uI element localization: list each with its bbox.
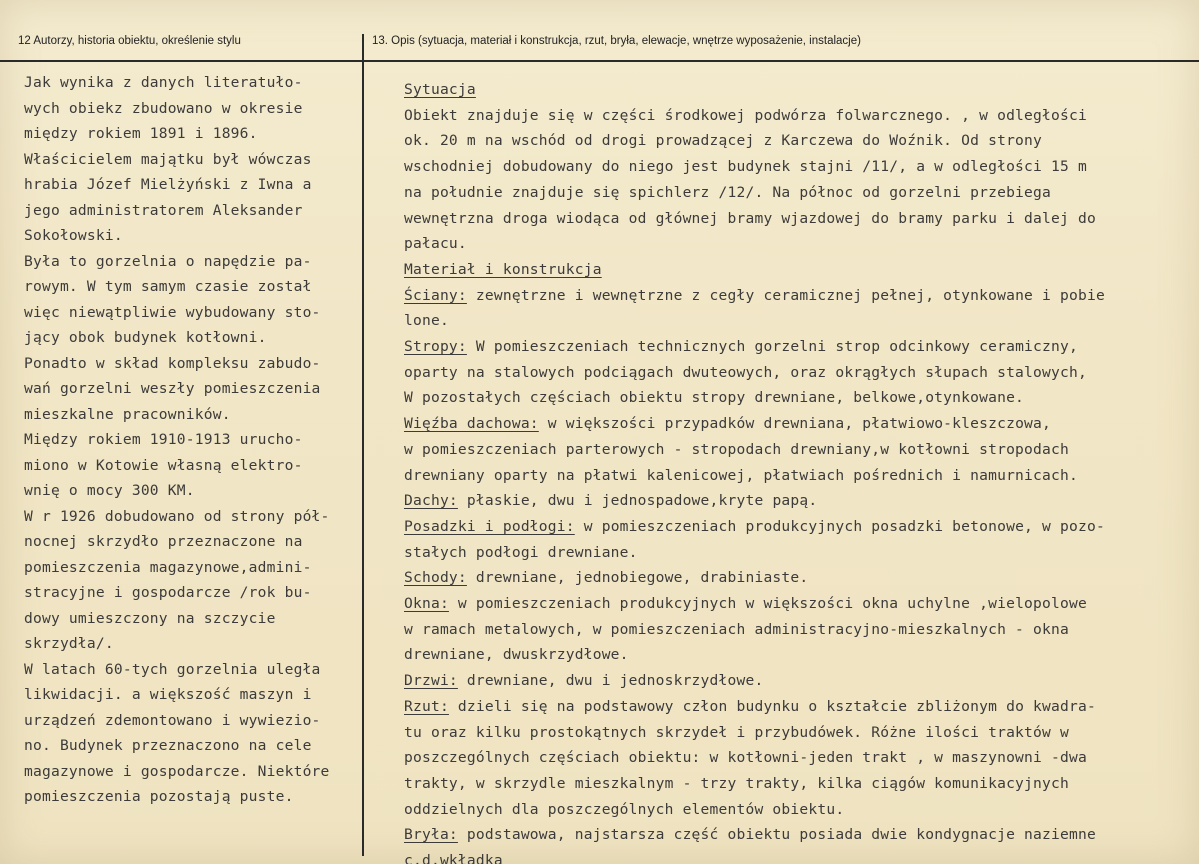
history-line: Właścicielem majątku był wówczas — [24, 150, 312, 168]
history-line: jący obok budynek kotłowni. — [24, 329, 267, 346]
description-text: drewniane, dwu i jednoskrzydłowe. — [457, 672, 764, 690]
history-line: Ponadto w skład kompleksu zabudo- — [24, 354, 321, 372]
history-line: magazynowe i gospodarcze. Niektóre — [24, 762, 330, 780]
description-line — [404, 184, 1051, 201]
section-13-header: 13. Opis (sytuacja, materiał i konstrukcja, rzut, bryła, elewacje, wnętrze wyposażenie, instalacje) — [372, 35, 861, 47]
column-divider — [362, 34, 364, 856]
history-line: Była to gorzelnia o napędzie pa- — [24, 252, 312, 270]
description-line — [404, 698, 1096, 715]
description-line — [404, 724, 1069, 741]
description-line — [404, 261, 602, 278]
history-line: wań gorzelni weszły pomieszczenia — [24, 380, 321, 397]
history-line: miono w Kotowie własną elektro- — [24, 456, 303, 474]
section-label: Dachy: — [404, 492, 458, 510]
description-line — [404, 749, 1087, 766]
description-line — [404, 826, 1096, 843]
description-line — [404, 621, 1069, 638]
description-line — [404, 415, 1051, 432]
history-line: dowy umieszczony na szczycie — [24, 609, 276, 627]
history-line: likwidacji. a większość maszyn i — [24, 686, 312, 703]
description-text: poszczególnych częściach obiektu: w kotłowni-jeden trakt , w maszynowni -dwa — [404, 749, 1087, 767]
history-line: Jak wynika z danych literatuło- — [24, 74, 303, 91]
description-text: pałacu. — [404, 235, 467, 253]
description-text: W pozostałych częściach obiektu stropy drewniane, belkowe,otynkowane. — [404, 389, 1025, 407]
description-text: w pomieszczeniach parterowych - stropodach drewniany,w kotłowni stropodach — [404, 440, 1069, 458]
description-line — [404, 158, 1087, 175]
description-line — [404, 441, 1069, 458]
description-line — [404, 235, 467, 252]
description-text: oddzielnych dla poszczególnych elementów obiektu. — [404, 800, 845, 818]
description-text: wewnętrzna droga wiodąca od głównej bramy wjazdowej do bramy parku i dalej do — [404, 209, 1096, 227]
description-line — [404, 132, 1042, 149]
section-label: Posadzki i podłogi: — [404, 517, 575, 535]
description-text: w pomieszczeniach produkcyjnych w większości okna uchylne ,wielopolowe — [448, 595, 1087, 612]
description-text: wschodniej dobudowany do niego jest budynek stajni /11/, a w odległości 15 m — [404, 158, 1087, 176]
description-text: drewniane, jednobiegowe, drabiniaste. — [466, 569, 809, 587]
history-line: wych obiekz zbudowano w okresie — [24, 99, 303, 117]
description-line — [404, 801, 844, 818]
description-text: dzieli się na podstawowy człon budynku o kształcie zbliżonym do kwadra- — [448, 697, 1096, 715]
description-line — [404, 287, 1105, 304]
description-line — [404, 852, 503, 864]
description-line — [404, 364, 1087, 381]
description-line — [404, 775, 1069, 792]
section-label: Sytuacja — [404, 81, 476, 98]
history-line: jego administratorem Aleksander — [24, 201, 303, 219]
history-line: mieszkalne pracowników. — [24, 405, 231, 423]
history-line: pomieszczenia magazynowe,admini- — [24, 558, 312, 576]
description-text: płaskie, dwu i jednospadowe,kryte papą. — [457, 492, 818, 510]
description-text: W pomieszczeniach technicznych gorzelni strop odcinkowy ceramiczny, — [466, 338, 1078, 355]
section-label: Schody: — [404, 569, 467, 587]
description-text: w większości przypadków drewniana, płatwiowo-kleszczowa, — [538, 415, 1052, 433]
description-line — [404, 81, 476, 98]
section-label: Materiał i konstrukcja — [404, 260, 602, 278]
section-label: Ściany: — [404, 286, 467, 304]
description-line — [404, 646, 629, 663]
history-line: pomieszczenia pozostają puste. — [24, 788, 294, 805]
section-label: Okna: — [404, 595, 449, 612]
description-text: tu oraz kilku prostokątnych skrzydeł i przybudówek. Różne ilości traktów w — [404, 723, 1069, 741]
section-label: Stropy: — [404, 338, 467, 355]
description-line — [404, 210, 1096, 227]
description-text: podstawowa, najstarsza część obiektu posiada dwie kondygnacje naziemne — [457, 826, 1096, 844]
description-text: c.d.wkładka — [404, 852, 503, 864]
history-line: stracyjne i gospodarcze /rok bu- — [24, 584, 312, 601]
description-line — [404, 518, 1105, 535]
history-line: W r 1926 dobudowano od strony pół- — [24, 507, 330, 525]
description-text: w ramach metalowych, w pomieszczeniach administracyjno-mieszkalnych - okna — [404, 620, 1069, 638]
description-text: drewniany oparty na płatwi kalenicowej, płatwiach pośrednich i namurnicach. — [404, 466, 1078, 484]
description-line — [404, 492, 817, 509]
description-text: zewnętrzne i wewnętrzne z cegły ceramicznej pełnej, otynkowane i pobie — [466, 286, 1105, 304]
history-line: skrzydła/. — [24, 635, 114, 652]
description-text: ok. 20 m na wschód od drogi prowadzącej z Karczewa do Woźnik. Od strony — [404, 132, 1043, 150]
description-line — [404, 338, 1078, 355]
header-rule — [0, 60, 1199, 62]
description-text: trakty, w skrzydle mieszkalnym - trzy trakty, kilka ciągów komunikacyjnych — [404, 774, 1069, 792]
history-line: między rokiem 1891 i 1896. — [24, 125, 258, 142]
description-text: drewniane, dwuskrzydłowe. — [404, 646, 629, 664]
section-label: Drzwi: — [404, 672, 458, 690]
description-text: oparty na stalowych podciągach dwuteowych, oraz okrągłych słupach stalowych, — [404, 363, 1087, 381]
history-line: no. Budynek przeznaczono na cele — [24, 737, 312, 754]
description-text: stałych podłogi drewniane. — [404, 543, 638, 561]
description-line — [404, 569, 808, 586]
history-line: hrabia Józef Mielżyński z Iwna a — [24, 176, 312, 193]
history-line: Między rokiem 1910-1913 urucho- — [24, 431, 303, 448]
description-line — [404, 595, 1087, 612]
description-line — [404, 389, 1024, 406]
section-label: Więźba dachowa: — [404, 415, 539, 433]
section-label: Rzut: — [404, 697, 449, 715]
description-line — [404, 312, 449, 329]
history-line: urządzeń zdemontowano i wywiezio- — [24, 711, 321, 729]
history-line: nocnej skrzydło przeznaczone na — [24, 533, 303, 550]
description-text: na południe znajduje się spichlerz /12/. Na północ od gorzelni przebiega — [404, 183, 1052, 201]
history-line: wnię o mocy 300 KM. — [24, 482, 195, 499]
section-label: Bryła: — [404, 826, 458, 844]
description-text: lone. — [404, 312, 449, 330]
history-line: Sokołowski. — [24, 227, 123, 244]
history-line: W latach 60-tych gorzelnia uległa — [24, 660, 321, 678]
description-text: Obiekt znajduje się w części środkowej podwórza folwarcznego. , w odległości — [404, 106, 1087, 124]
history-line: rowym. W tym samym czasie został — [24, 278, 312, 295]
description-line — [404, 107, 1087, 124]
history-line: więc niewątpliwie wybudowany sto- — [24, 303, 321, 321]
description-text: w pomieszczeniach produkcyjnych posadzki betonowe, w pozo- — [574, 517, 1105, 535]
section-12-header: 12 Autorzy, historia obiektu, określenie stylu — [18, 35, 241, 47]
description-line — [404, 467, 1078, 484]
description-line — [404, 544, 638, 561]
description-line — [404, 672, 763, 689]
